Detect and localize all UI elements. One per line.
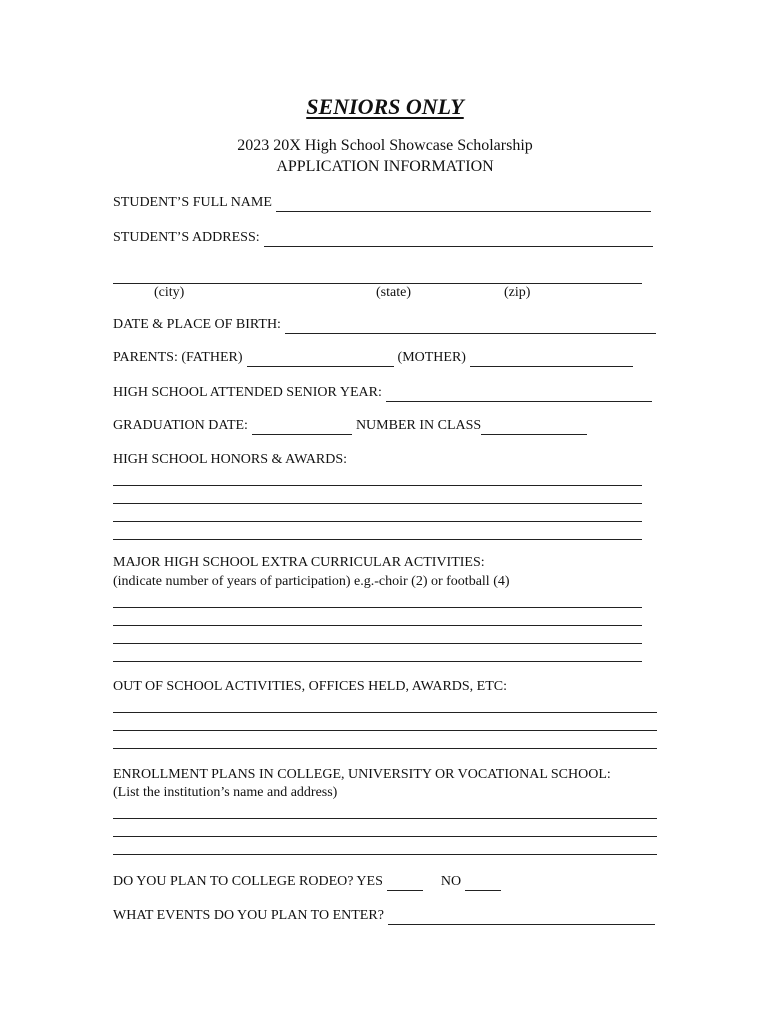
events-field[interactable]: [388, 911, 655, 925]
parents-row: [113, 349, 633, 367]
extra-curricular-line-3[interactable]: [113, 643, 642, 644]
high-school-field[interactable]: [386, 388, 652, 402]
enrollment-note: (List the institution’s name and address): [113, 785, 338, 800]
rodeo-no-field[interactable]: [465, 877, 501, 891]
out-of-school-line-1[interactable]: [113, 712, 657, 713]
father-field[interactable]: [247, 353, 394, 367]
rodeo-no-label: NO: [440, 874, 462, 889]
graduation-field[interactable]: [252, 421, 352, 435]
birth-field[interactable]: [285, 320, 656, 334]
extra-curricular-line-4[interactable]: [113, 661, 642, 662]
high-school-label: HIGH SCHOOL ATTENDED SENIOR YEAR:: [113, 385, 382, 400]
extra-curricular-note: (indicate number of years of participation) e.g.-choir (2) or football (4): [113, 574, 510, 589]
address-label: STUDENT’S ADDRESS:: [113, 230, 260, 245]
birth-label: DATE & PLACE OF BIRTH:: [113, 317, 281, 332]
honors-line-2[interactable]: [113, 503, 642, 504]
out-of-school-label: OUT OF SCHOOL ACTIVITIES, OFFICES HELD, AWARDS, ETC:: [113, 679, 508, 694]
zip-label: (zip): [504, 285, 531, 300]
enrollment-line-2[interactable]: [113, 836, 657, 837]
mother-field[interactable]: [470, 353, 633, 367]
class-number-field[interactable]: [481, 421, 587, 435]
enrollment-line-3[interactable]: [113, 854, 657, 855]
address-field[interactable]: [264, 233, 653, 247]
birth-row: [113, 316, 656, 334]
rodeo-row: [113, 873, 533, 891]
form-subtitle: 2023 20X High School Showcase Scholarship: [237, 137, 533, 154]
enrollment-label: ENROLLMENT PLANS IN COLLEGE, UNIVERSITY OR VOCATIONAL SCHOOL:: [113, 767, 611, 782]
extra-curricular-line-1[interactable]: [113, 607, 642, 608]
mother-label: (MOTHER): [397, 350, 466, 365]
enrollment-line-1[interactable]: [113, 818, 657, 819]
full-name-label: STUDENT’S FULL NAME: [113, 195, 272, 210]
honors-label: HIGH SCHOOL HONORS & AWARDS:: [113, 452, 348, 467]
address-row: [113, 229, 653, 247]
events-label: WHAT EVENTS DO YOU PLAN TO ENTER?: [113, 908, 384, 923]
rodeo-yes-field[interactable]: [387, 877, 423, 891]
father-label: PARENTS: (FATHER): [113, 350, 243, 365]
full-name-row: [113, 194, 651, 212]
extra-curricular-line-2[interactable]: [113, 625, 642, 626]
honors-line-3[interactable]: [113, 521, 642, 522]
graduation-row: [113, 417, 587, 435]
form-heading: APPLICATION INFORMATION: [276, 158, 494, 175]
form-title: SENIORS ONLY: [306, 94, 464, 119]
high-school-row: [113, 384, 652, 402]
class-number-label: NUMBER IN CLASS: [355, 418, 482, 433]
events-row: [113, 907, 655, 925]
honors-line-4[interactable]: [113, 539, 642, 540]
city-label: (city): [154, 285, 185, 300]
graduation-label: GRADUATION DATE:: [113, 418, 248, 433]
extra-curricular-label: MAJOR HIGH SCHOOL EXTRA CURRICULAR ACTIVITIES:: [113, 555, 485, 570]
honors-line-1[interactable]: [113, 485, 642, 486]
out-of-school-line-2[interactable]: [113, 730, 657, 731]
full-name-field[interactable]: [276, 198, 651, 212]
rodeo-label: DO YOU PLAN TO COLLEGE RODEO? YES: [113, 874, 383, 889]
out-of-school-line-3[interactable]: [113, 748, 657, 749]
state-label: (state): [376, 285, 411, 300]
